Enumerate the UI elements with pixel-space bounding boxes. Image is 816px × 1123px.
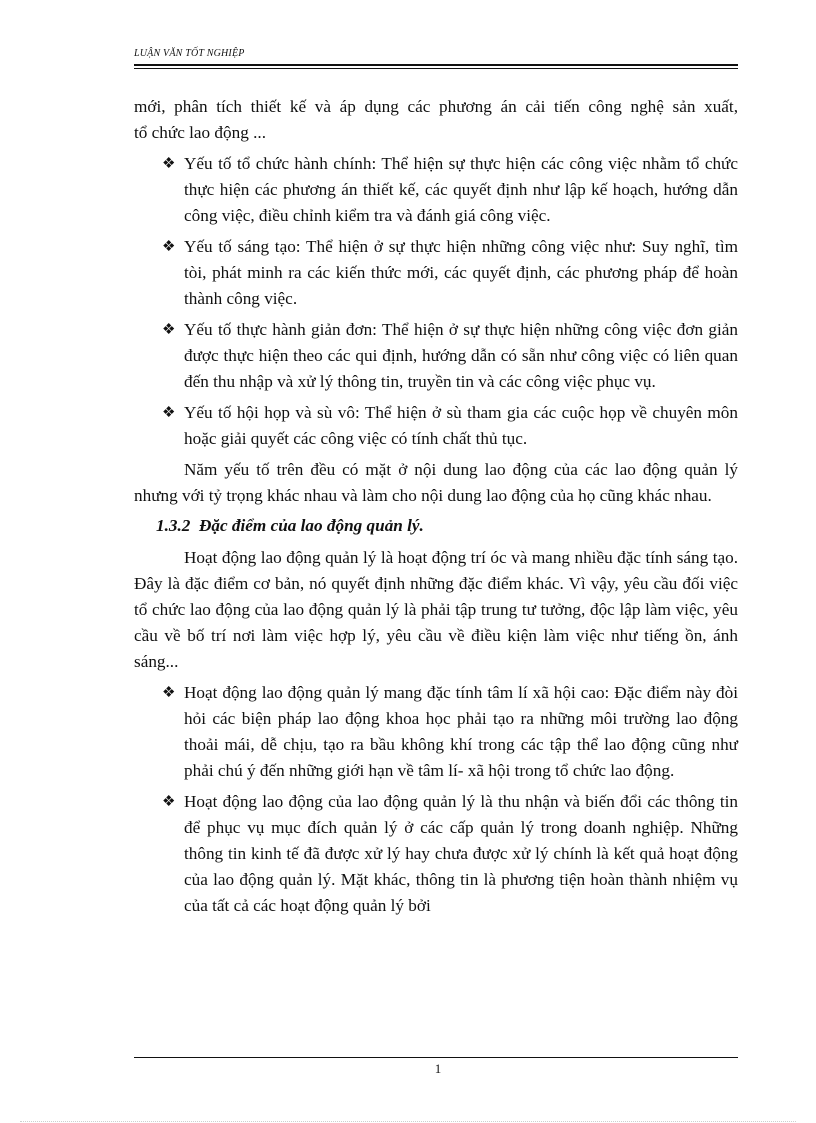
bullet-item [134,234,738,312]
footer-rule [134,1057,738,1058]
intro-line-2: tổ chức lao động ... [134,123,266,142]
bullet-text: Yếu tố hội họp và sù vô: Thể hiện ở sù tham gia các cuộc họp về chuyên môn hoặc giải quyết các công việc có tính chất thủ tục. [184,403,738,448]
bullet-item [134,151,738,229]
bullet-item [134,789,738,919]
bullet-item [134,317,738,395]
page-number: 1 [434,1061,442,1076]
diamond-bullet-icon: ❖ [162,156,176,172]
diamond-bullet-icon: ❖ [162,685,176,701]
section-number: 1.3.2 [156,516,191,535]
diamond-bullet-icon: ❖ [162,405,176,421]
section-heading [156,513,738,539]
bullet-text: Hoạt động lao động quản lý mang đặc tính tâm lí xã hội cao: Đặc điểm này đòi hỏi các biện pháp lao động khoa học phải tạo ra những môi trường lao động thoải mái, dễ chịu, tạo ra bầu không khí trong các tập thể lao động cũng như phải chú ý đến những giới hạn về tâm lí- xã hội trong tổ chức lao động. [184,683,738,780]
bullet-text: Yếu tố thực hành giản đơn: Thể hiện ở sự thực hiện những công việc đơn giản được thực hiện theo các qui định, hướng dẫn có sẵn như công việc có liên quan đến thu nhập và xử lý thông tin, truyền tin và các công việc phục vụ. [184,320,738,391]
page-header-title: LUẬN VĂN TỐT NGHIỆP [134,48,245,59]
page-edge [20,1121,796,1122]
header-rule-thick [134,64,738,66]
header-rule-thin [134,68,738,69]
diamond-bullet-icon: ❖ [162,322,176,338]
section-paragraph: Hoạt động lao động quản lý là hoạt động trí óc và mang nhiều đặc tính sáng tạo. Đây là đặc điểm cơ bản, nó quyết định những đặc điểm khác. Vì vậy, yêu cầu đối việc tổ chức lao động của lao động quản lý là phải tập trung tư tưởng, độc lập làm việc, yêu cầu về bố trí nơi làm việc hợp lý, yêu cầu về điều kiện làm việc như tiếng ồn, ánh sáng... [134,548,738,671]
diamond-bullet-icon: ❖ [162,794,176,810]
intro-line-1: mới, phân tích thiết kế và áp dụng các phương án cải tiến công nghệ sản xuất, [134,97,738,116]
intro-paragraph [134,94,738,146]
summary-paragraph: Năm yếu tố trên đều có mặt ở nội dung lao động của các lao động quản lý nhưng với tỷ trọng khác nhau và làm cho nội dung lao động của họ cũng khác nhau. [134,460,738,505]
document-body [134,94,738,924]
bullet-text: Yếu tố tổ chức hành chính: Thể hiện sự thực hiện các công việc nhằm tổ chức thực hiện các phương án thiết kế, các quyết định như lập kế hoạch, hướng dẫn công việc, điều chỉnh kiểm tra và đánh giá công việc. [184,154,738,225]
bullet-text: Hoạt động lao động của lao động quản lý là thu nhận và biến đổi các thông tin để phục vụ mục đích quản lý ở các cấp quản lý trong doanh nghiệp. Những thông tin kinh tế đã được xử lý hay chưa được xử lý chính là kết quả hoạt động của lao động quản lý. Mặt khác, thông tin là phương tiện hoàn thành nhiệm vụ của tất cả các hoạt động quản lý bởi [184,792,738,915]
bullet-item [134,400,738,452]
diamond-bullet-icon: ❖ [162,239,176,255]
bullet-text: Yếu tố sáng tạo: Thể hiện ở sự thực hiện những công việc như: Suy nghĩ, tìm tòi, phát minh ra các kiến thức mới, các quyết định, các phương pháp để hoàn thành công việc. [184,237,738,308]
section-title: Đặc điểm của lao động quản lý. [198,516,424,535]
bullet-item [134,680,738,784]
